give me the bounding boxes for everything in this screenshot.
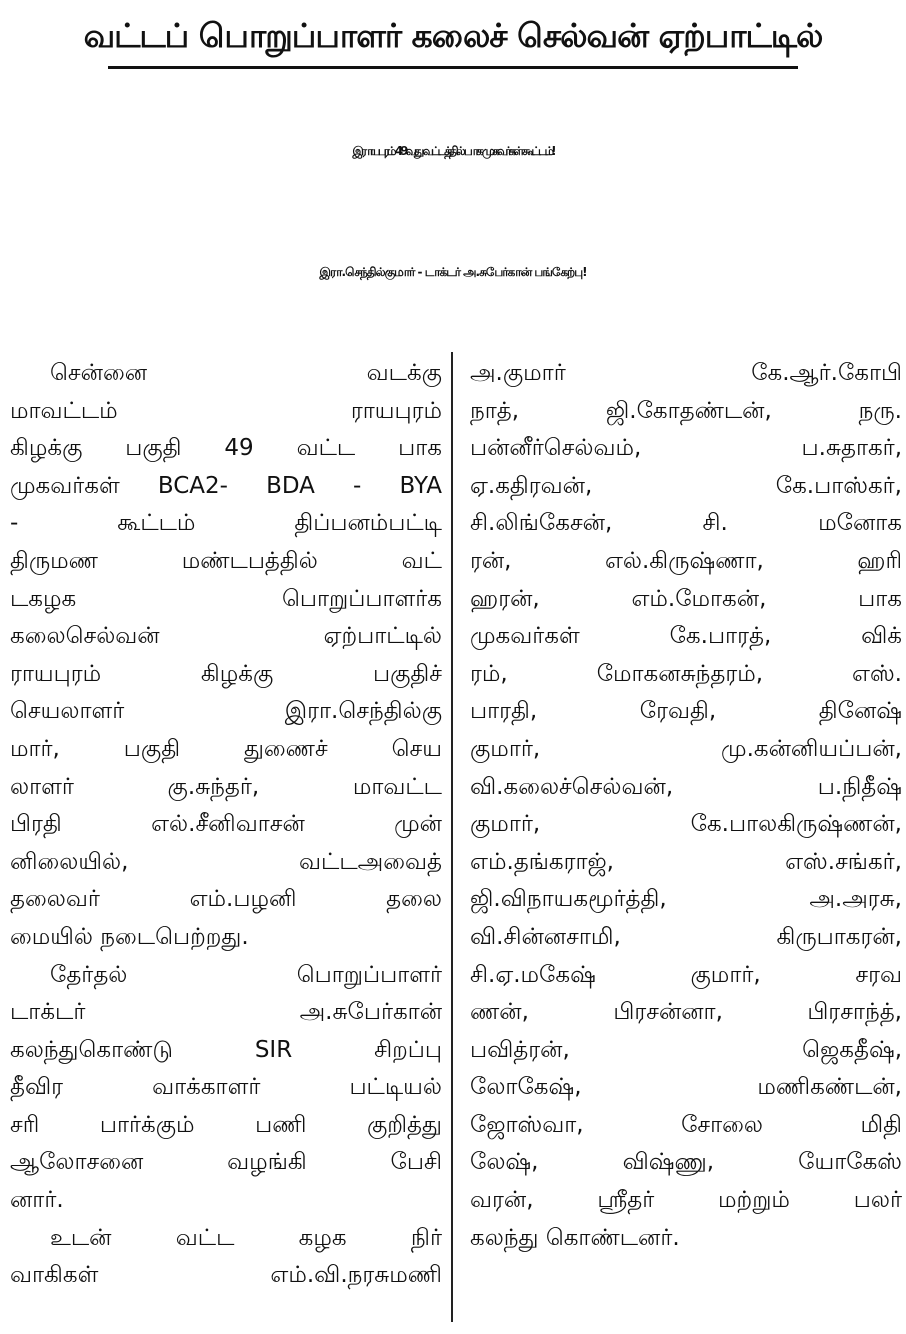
article-line: வரன், ஸ்ரீதர் மற்றும் பலர் xyxy=(470,1187,902,1214)
article-line: னிலையில், வட்டஅவைத் xyxy=(10,848,442,875)
headline: இராயபுரம் 49வது வட்டத்தில் பாக முகவர்கள் கூட்டம்! xyxy=(352,144,554,158)
article-line: முகவர்கள் BCA2- BDA - BYA xyxy=(10,472,442,499)
article-line: கலைசெல்வன் ஏற்பாட்டில் xyxy=(10,623,442,650)
article-line: ஏ.கதிரவன், கே.பாஸ்கர், xyxy=(470,472,902,499)
article-line: வாகிகள் எம்.வி.நரசுமணி xyxy=(10,1262,442,1289)
subheadline: இரா.செந்தில்குமார் - டாக்டர் அ.சுபேர்கான் பங்கேற்பு! xyxy=(319,265,587,279)
article-line: லோகேஷ், மணிகண்டன், xyxy=(470,1074,902,1101)
article-column-left xyxy=(10,355,442,1295)
article-line: ஹரன், எம்.மோகன், பாக xyxy=(470,585,902,612)
article-line: ஜோஸ்வா, சோலை மிதி xyxy=(470,1111,902,1138)
article-line: நாத், ஜி.கோதண்டன், நரு. xyxy=(470,397,902,424)
article-line: ரம், மோகனசுந்தரம், எஸ். xyxy=(470,660,902,687)
kicker-banner xyxy=(0,0,906,84)
article-line: டகழக பொறுப்பாளர்க xyxy=(10,585,442,612)
article-line: லேஷ், விஷ்ணு, யோகேஸ் xyxy=(470,1149,902,1176)
article-line: பன்னீர்செல்வம், ப.சுதாகர், xyxy=(470,435,902,462)
article-line: வி.கலைச்செல்வன், ப.நிதீஷ் xyxy=(470,773,902,800)
article-line: செயலாளர் இரா.செந்தில்கு xyxy=(10,698,442,725)
article-line: குமார், கே.பாலகிருஷ்ணன், xyxy=(470,811,902,838)
kicker-underline xyxy=(108,66,798,69)
article-line: பாரதி, ரேவதி, தினேஷ் xyxy=(470,698,902,725)
article-line: வி.சின்னசாமி, கிருபாகரன், xyxy=(470,923,902,950)
article-line: கலந்துகொண்டு SIR சிறப்பு xyxy=(10,1036,442,1063)
article-line: சி.ஏ.மகேஷ் குமார், சரவ xyxy=(470,961,902,988)
article-line: டாக்டர் அ.சுபேர்கான் xyxy=(10,999,442,1026)
article-line: கிழக்கு பகுதி 49 வட்ட பாக xyxy=(10,435,442,462)
article-line: மார், பகுதி துணைச் செய xyxy=(10,735,442,762)
article-line: சி.லிங்கேசன், சி. மனோக xyxy=(470,510,902,537)
kicker-text: வட்டப் பொறுப்பாளர் கலைச் செல்வன் ஏற்பாட்டில் xyxy=(83,15,823,55)
article-line: ஜி.விநாயகமூர்த்தி, அ.அரசு, xyxy=(470,886,902,913)
article-line: - கூட்டம் திப்பனம்பட்டி xyxy=(10,510,442,537)
article-line: தேர்தல் பொறுப்பாளர் xyxy=(50,961,442,988)
article-line: உடன் வட்ட கழக நிர் xyxy=(50,1224,442,1251)
article-line: சரி பார்க்கும் பணி குறித்து xyxy=(10,1111,442,1138)
article-line: ரன், எல்.கிருஷ்ணா, ஹரி xyxy=(470,547,902,574)
article-line: தீவிர வாக்காளர் பட்டியல் xyxy=(10,1074,442,1101)
article-line: ஆலோசனை வழங்கி பேசி xyxy=(10,1149,442,1176)
article-line: தலைவர் எம்.பழனி தலை xyxy=(10,886,442,913)
article-line: முகவர்கள் கே.பாரத், விக் xyxy=(470,623,902,650)
article-line: கலந்து கொண்டனர். xyxy=(470,1224,680,1251)
article-line: பிரதி எல்.சீனிவாசன் முன் xyxy=(10,811,442,838)
article-line: மையில் நடைபெற்றது. xyxy=(10,923,249,950)
article-line: ணன், பிரசன்னா, பிரசாந்த், xyxy=(470,999,902,1026)
article-line: எம்.தங்கராஜ், எஸ்.சங்கர், xyxy=(470,848,902,875)
article-line: சென்னை வடக்கு xyxy=(50,360,442,386)
article-line: லாளர் கு.சுந்தர், மாவட்ட xyxy=(10,773,442,800)
article-line: னார். xyxy=(10,1187,64,1214)
article-line: ராயபுரம் கிழக்கு பகுதிச் xyxy=(10,660,442,687)
article-line: மாவட்டம் ராயபுரம் xyxy=(10,397,442,424)
article-line: பவித்ரன், ஜெகதீஷ், xyxy=(470,1036,902,1063)
article-line: குமார், மு.கன்னியப்பன், xyxy=(470,735,902,762)
column-divider xyxy=(451,352,453,1322)
article-line: அ.குமார் கே.ஆர்.கோபி xyxy=(470,360,902,386)
article-column-right xyxy=(470,355,902,1257)
article-line: திருமண மண்டபத்தில் வட் xyxy=(10,547,442,574)
